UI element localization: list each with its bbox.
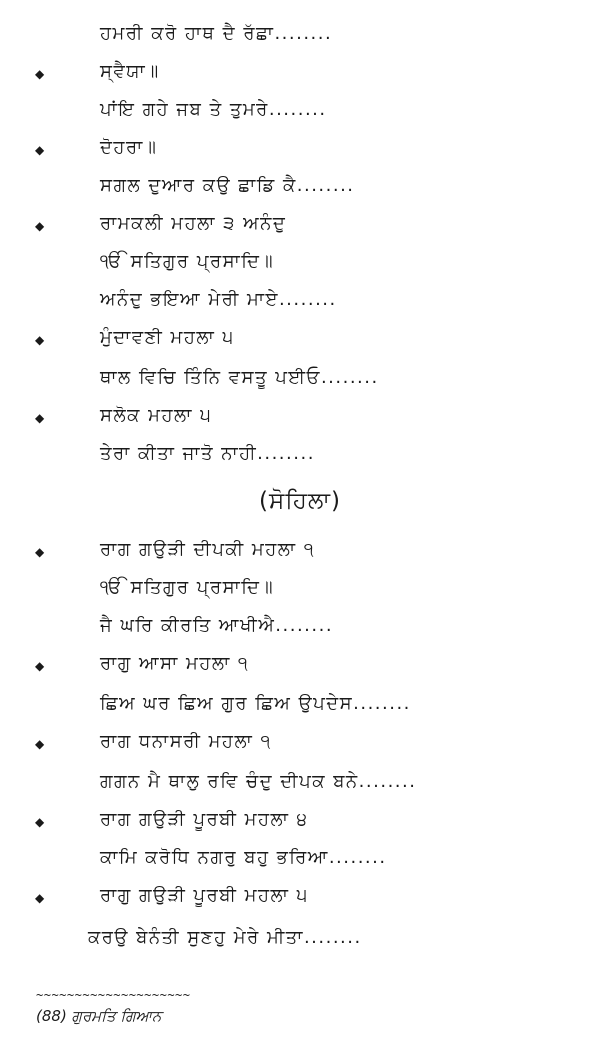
bani-title: ਰਾਗੁ ਆਸਾ ਮਹਲਾ ੧ — [100, 653, 250, 674]
bani-title: ਸ੍ਵੈਯਾ॥ — [100, 61, 160, 82]
bullet-icon: ◆ — [35, 891, 45, 905]
verse-line: ਛਿਅ ਘਰ ਛਿਅ ਗੁਰ ਛਿਅ ਉਪਦੇਸ........ — [100, 693, 411, 714]
mool-mantar-line: ੴ ਸਤਿਗੁਰ ਪ੍ਰਸਾਦਿ॥ — [100, 251, 275, 272]
bani-title: ਰਾਗ ਗਉੜੀ ਪੂਰਬੀ ਮਹਲਾ ੪ — [100, 809, 309, 830]
bani-title: ਰਾਗੁ ਗਉੜੀ ਪੂਰਬੀ ਮਹਲਾ ੫ — [100, 885, 309, 906]
bani-title: ਰਾਗ ਧਨਾਸਰੀ ਮਹਲਾ ੧ — [100, 731, 272, 752]
bullet-icon: ◆ — [35, 67, 45, 81]
mool-mantar-line: ੴ ਸਤਿਗੁਰ ਪ੍ਰਸਾਦਿ॥ — [100, 577, 275, 598]
verse-line: ਜੈ ਘਰਿ ਕੀਰਤਿ ਆਖੀਐ........ — [100, 615, 334, 636]
footer-rule: ~~~~~~~~~~~~~~~~~~~~ — [36, 988, 191, 1002]
bullet-icon: ◆ — [35, 737, 45, 751]
bullet-icon: ◆ — [35, 333, 45, 347]
verse-line: ਕਾਮਿ ਕਰੋਧਿ ਨਗਰੁ ਬਹੁ ਭਰਿਆ........ — [100, 847, 387, 868]
page-footer: (88) ਗੁਰਮਤਿ ਗਿਆਨ — [36, 1007, 162, 1025]
bullet-icon: ◆ — [35, 659, 45, 673]
bani-title: ਸਲੋਕ ਮਹਲਾ ੫ — [100, 405, 213, 426]
verse-line: ਥਾਲ ਵਿਚਿ ਤਿੰਨਿ ਵਸਤੂ ਪਈਓ........ — [100, 367, 379, 388]
bullet-icon: ◆ — [35, 219, 45, 233]
section-heading: (ਸੋਹਿਲਾ) — [259, 488, 341, 514]
verse-line: ਪਾਂਇ ਗਹੇ ਜਬ ਤੇ ਤੁਮਰੇ........ — [100, 99, 327, 120]
bani-title: ਰਾਮਕਲੀ ਮਹਲਾ ੩ ਅਨੰਦੁ — [100, 213, 287, 234]
verse-line: ਅਨੰਦੁ ਭਇਆ ਮੇਰੀ ਮਾਏ........ — [100, 289, 337, 310]
verse-line: ਗਗਨ ਮੈ ਥਾਲੁ ਰਵਿ ਚੰਦੁ ਦੀਪਕ ਬਨੇ........ — [100, 771, 417, 792]
bani-title: ਦੋਹਰਾ॥ — [100, 137, 158, 158]
bullet-icon: ◆ — [35, 143, 45, 157]
verse-line: ਹਮਰੀ ਕਰੋ ਹਾਥ ਦੈ ਰੱਛਾ........ — [100, 23, 333, 44]
bullet-icon: ◆ — [35, 815, 45, 829]
verse-line: ਕਰਉ ਬੇਨੰਤੀ ਸੁਣਹੁ ਮੇਰੇ ਮੀਤਾ........ — [88, 927, 362, 948]
bullet-icon: ◆ — [35, 411, 45, 425]
bani-title: ਰਾਗ ਗਉੜੀ ਦੀਪਕੀ ਮਹਲਾ ੧ — [100, 539, 316, 560]
bani-title: ਮੁੰਦਾਵਣੀ ਮਹਲਾ ੫ — [100, 327, 235, 348]
verse-line: ਸਗਲ ਦੁਆਰ ਕਉ ਛਾਡਿ ਕੈ........ — [100, 175, 355, 196]
verse-line: ਤੇਰਾ ਕੀਤਾ ਜਾਤੋ ਨਾਹੀ........ — [100, 443, 315, 464]
bullet-icon: ◆ — [35, 545, 45, 559]
